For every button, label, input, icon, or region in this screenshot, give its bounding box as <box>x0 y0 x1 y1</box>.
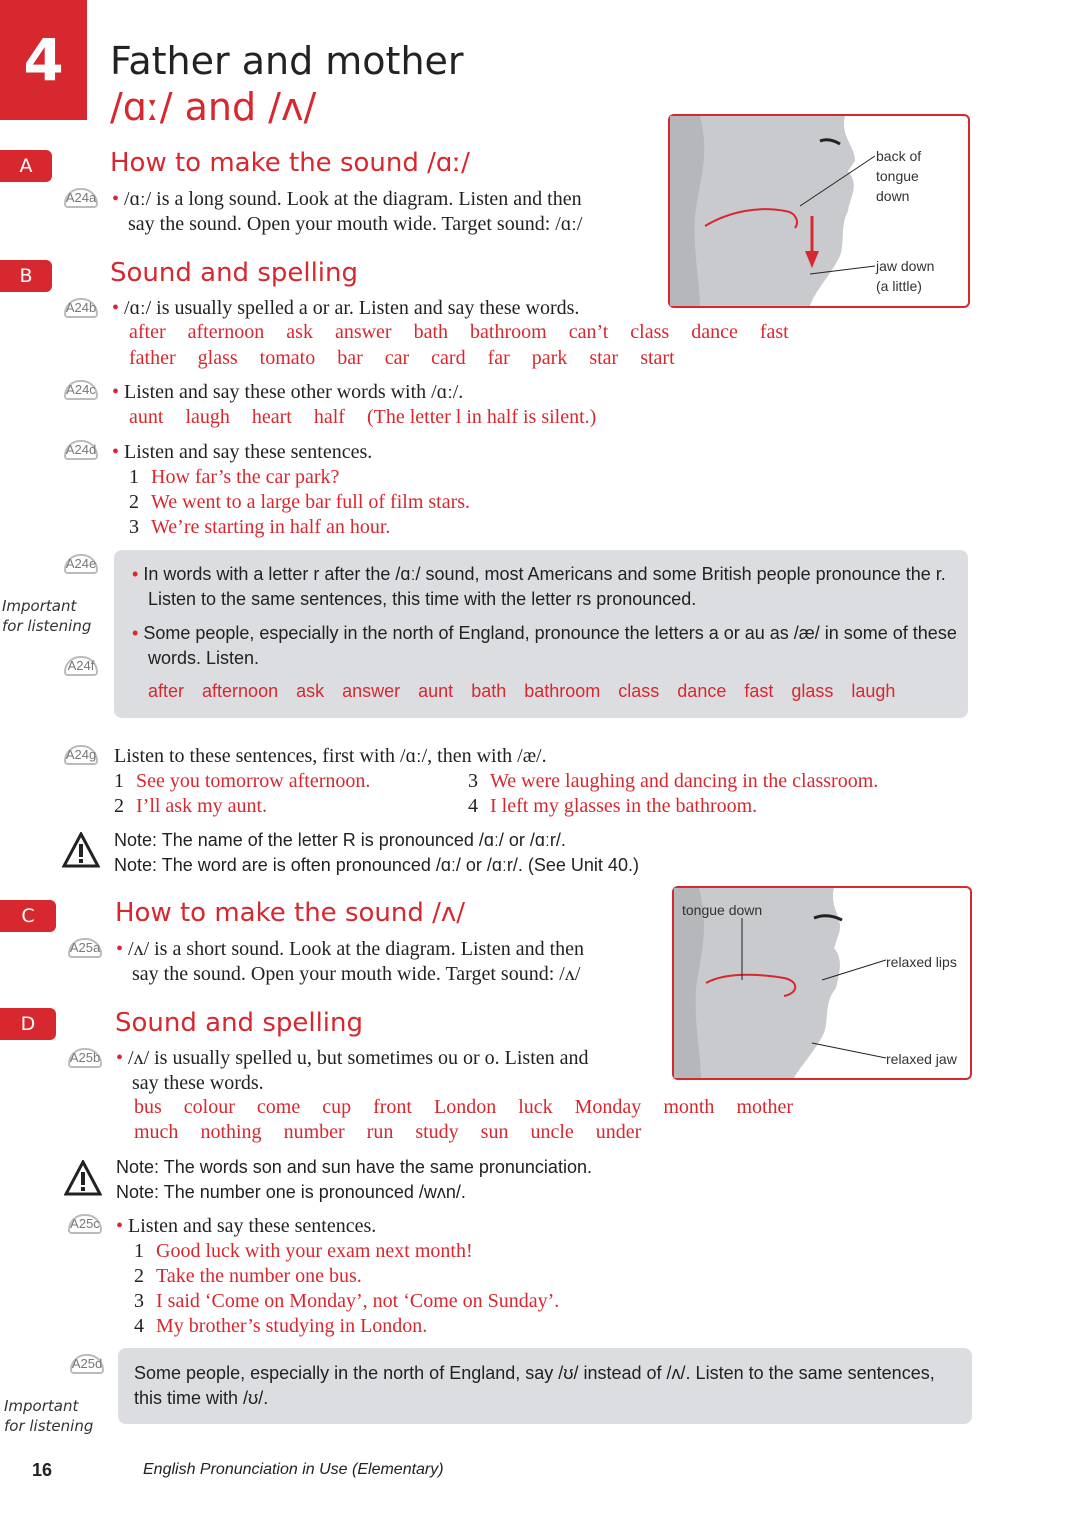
compare-intro: Listen to these sentences, first with /ɑː/, then with /æ/. <box>114 745 547 767</box>
word-list-row-1: bus colour come cup front London luck Monday month mother <box>134 1096 794 1118</box>
list-item: 4 I left my glasses in the bathroom. <box>468 795 758 817</box>
audio-track-icon[interactable]: A25c <box>68 1214 104 1244</box>
audio-track-icon[interactable]: A24d <box>64 440 100 470</box>
diagram-c-label-tongue: tongue down <box>682 902 763 918</box>
list-item: 2 We went to a large bar full of film stars. <box>129 491 471 513</box>
title-line-2: /ɑː/ and /ʌ/ <box>110 85 317 129</box>
audio-track-icon[interactable]: A24c <box>64 380 100 410</box>
audio-track-icon[interactable]: A24a <box>64 188 100 218</box>
note-son-sun: Note: The words son and sun have the same pronunciation. Note: The number one is pronounced /wʌn/. <box>116 1157 592 1202</box>
audio-track-icon[interactable]: A24e <box>64 554 100 584</box>
important-for-listening-note: Important for listening <box>4 1397 94 1435</box>
section-d-intro: • /ʌ/ is usually spelled u, but sometimes ou or o. Listen and say these words. <box>116 1047 589 1094</box>
box-word-list: after afternoon ask answer aunt bath bathroom class dance fast glass laugh <box>148 681 896 701</box>
section-tab-a: A <box>0 150 52 182</box>
list-item: 1 How far’s the car park? <box>129 466 340 488</box>
list-item: 3 I said ‘Come on Monday’, not ‘Come on Sunday’. <box>134 1290 560 1312</box>
audio-track-icon[interactable]: A25a <box>68 938 104 968</box>
section-b-intro: • /ɑː/ is usually spelled a or ar. Listen and say these words. <box>112 297 580 319</box>
section-a-heading: How to make the sound /ɑː/ <box>110 148 470 178</box>
audio-track-icon[interactable]: A24b <box>64 298 100 328</box>
audio-track-icon[interactable]: A24f <box>64 656 100 686</box>
diagram-a-label-tongue: back of tongue down <box>876 148 922 204</box>
box-paragraph-2: • Some people, especially in the north of England, pronounce the letters a or au as /æ/ in some of these words. Listen. <box>132 623 957 668</box>
diagram-a <box>668 114 970 308</box>
book-title: English Pronunciation in Use (Elementary) <box>143 1461 444 1478</box>
list-item: 2 Take the number one bus. <box>134 1265 362 1287</box>
note-letter-r: Note: The name of the letter R is pronounced /ɑː/ or /ɑːr/. Note: The word are is often pronounced /ɑː/ or /ɑːr/. (See Unit 40.) <box>114 830 639 875</box>
sentences-intro: • Listen and say these sentences. <box>116 1215 377 1237</box>
title-line-1: Father and mother <box>110 39 464 83</box>
section-tab-b: B <box>0 260 52 292</box>
other-words-list: aunt laugh heart half (The letter l in half is silent.) <box>129 406 597 428</box>
list-item: 4 My brother’s studying in London. <box>134 1315 428 1337</box>
audio-track-icon[interactable]: A25d <box>70 1354 106 1384</box>
page-number: 16 <box>32 1460 53 1480</box>
section-c-heading: How to make the sound /ʌ/ <box>115 898 466 928</box>
sentence-list <box>134 1239 559 1339</box>
diagram-c <box>672 886 972 1080</box>
word-list-row-1: after afternoon ask answer bath bathroom can’t class dance fast <box>129 321 789 343</box>
list-item: 2 I’ll ask my aunt. <box>114 795 268 817</box>
unit-number: 4 <box>23 26 64 94</box>
audio-track-icon[interactable]: A25b <box>68 1048 104 1078</box>
section-c-text: • /ʌ/ is a short sound. Look at the diagram. Listen and then say the sound. Open your mouth wide. Target sound: /ʌ/ <box>116 938 585 985</box>
unit-number-box <box>0 0 87 120</box>
diagram-c-label-jaw: relaxed jaw <box>886 1051 957 1067</box>
compare-sentences-left <box>114 769 370 819</box>
sentence-list <box>129 465 470 540</box>
important-for-listening-note: Important for listening <box>2 597 92 635</box>
box-paragraph: Some people, especially in the north of England, say /ʊ/ instead of /ʌ/. Listen to the same sentences, this time with /ʊ/. <box>134 1363 935 1408</box>
unit-title <box>110 38 464 130</box>
warning-icon <box>64 1160 102 1196</box>
diagram-c-label-lips: relaxed lips <box>886 954 957 970</box>
section-a-text: • /ɑː/ is a long sound. Look at the diagram. Listen and then say the sound. Open your mouth wide. Target sound: /ɑː/ <box>112 188 583 235</box>
box-paragraph-1: • In words with a letter r after the /ɑː/ sound, most Americans and some British people pronounce the r. Listen to the same sentences, this time with the letter rs pronounced. <box>132 564 946 609</box>
word-list-row-2: father glass tomato bar car card far park star start <box>129 347 675 369</box>
section-d-heading: Sound and spelling <box>115 1008 364 1038</box>
audio-track-icon[interactable]: A24g <box>64 745 100 775</box>
diagram-a-label-jaw: jaw down (a little) <box>876 258 935 294</box>
sentences-intro: • Listen and say these sentences. <box>112 441 373 463</box>
list-item: 3 We’re starting in half an hour. <box>129 516 391 538</box>
section-tab-d: D <box>0 1008 56 1040</box>
compare-sentences-right <box>468 769 878 819</box>
word-list-row-2: much nothing number run study sun uncle under <box>134 1121 642 1143</box>
warning-icon <box>62 832 100 868</box>
list-item: 1 See you tomorrow afternoon. <box>114 770 371 792</box>
list-item: 1 Good luck with your exam next month! <box>134 1240 473 1262</box>
section-b-heading: Sound and spelling <box>110 258 359 288</box>
other-words-intro: • Listen and say these other words with /ɑː/. <box>112 381 464 403</box>
section-tab-c: C <box>0 900 56 932</box>
list-item: 3 We were laughing and dancing in the classroom. <box>468 770 879 792</box>
